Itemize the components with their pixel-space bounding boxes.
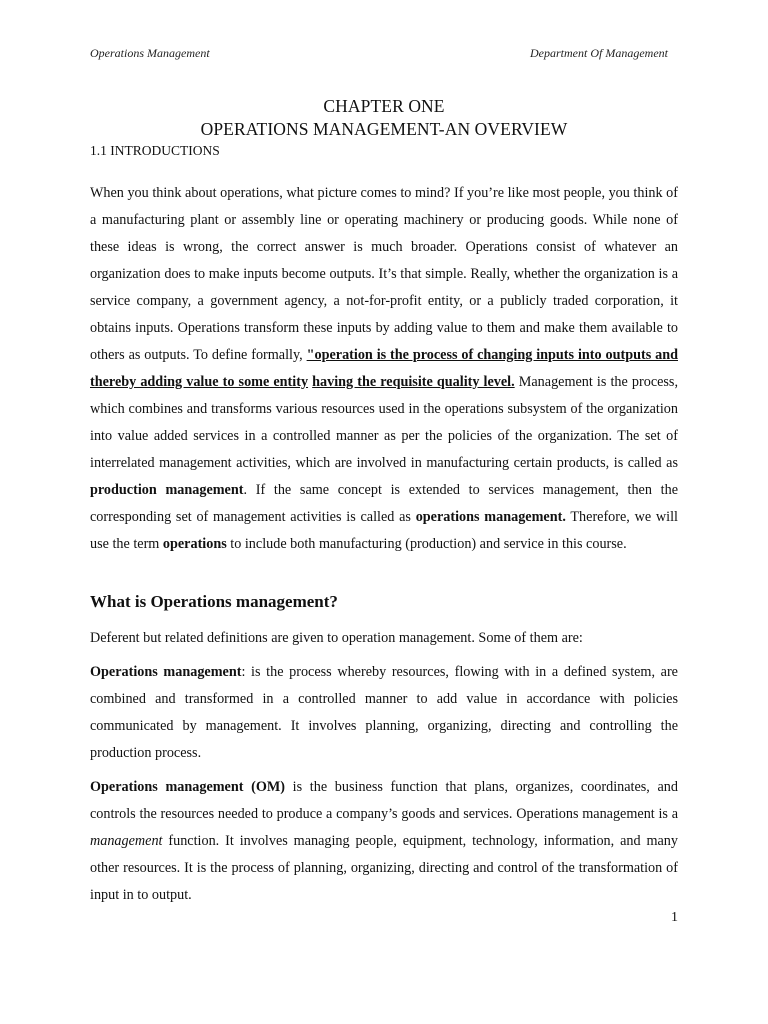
running-header-left: Operations Management [90, 46, 210, 60]
section-2-heading: What is Operations management? [90, 592, 338, 611]
term-production-management: production management [90, 482, 244, 498]
page-number: 1 [671, 910, 678, 925]
definitions-lead: Deferent but related definitions are given to operation management. Some of them are: [90, 630, 583, 646]
running-header-right: Department Of Management [530, 46, 668, 60]
definition-underlined-b: having the requisite quality level. [312, 374, 515, 390]
definition-2-term: Operations management (OM) [90, 779, 286, 795]
term-operations-management: operations management. [415, 509, 566, 525]
definition-underlined-a: "operation is the process of changing inputs into outputs and thereby adding value to some entity [90, 347, 678, 390]
definition-paragraph-1: Operations management: is the process whereby resources, flowing with in a defined system, are combined and transformed in a controlled manner to add value in accordance with policies communicated by management. It involves planning, organizing, directing and controlling the production process. [90, 664, 678, 761]
definition-1-term: Operations management [90, 664, 242, 680]
intro-paragraph: When you think about operations, what picture comes to mind? If you’re like most people, you think of a manufacturing plant or assembly line or operating machinery or producing goods. While none of these ideas is wrong, the correct answer is much broader. Operations consist of whatever an organization does to make inputs become outputs. It’s that simple. Really, whether the organization is a service company, a government agency, a not-for-profit entity, or a publicly traded corporation, it obtains inputs. Operations transform these inputs by adding value to them and make them available to others as outputs. To define formally, "operation is the process of changing inputs into outputs and thereby adding value to some entity having the requisite quality level. Management is the process, which combines and transforms various resources used in the operations subsystem of the organization into value added services in a controlled manner as per the policies of the organization. The set of interrelated management activities, which are involved in manufacturing certain products, is called as production management. If the same concept is extended to services management, then the corresponding set of management activities is called as operations management. Therefore, we will use the term operations to include both manufacturing (production) and service in this course. [90, 185, 678, 552]
emphasis-management: management [90, 833, 163, 849]
chapter-title: CHAPTER ONE [323, 96, 445, 116]
definition-paragraph-2: Operations management (OM) is the business function that plans, organizes, coordinates, and controls the resources needed to produce a company’s goods and services. Operations management is a management function. It involves managing people, equipment, technology, information, and many other resources. It is the process of planning, organizing, directing and control of the transformation of input in to output. [90, 779, 678, 903]
term-operations: operations [162, 536, 227, 552]
section-heading: 1.1 INTRODUCTIONS [90, 143, 220, 158]
chapter-subtitle: OPERATIONS MANAGEMENT-AN OVERVIEW [200, 119, 568, 139]
